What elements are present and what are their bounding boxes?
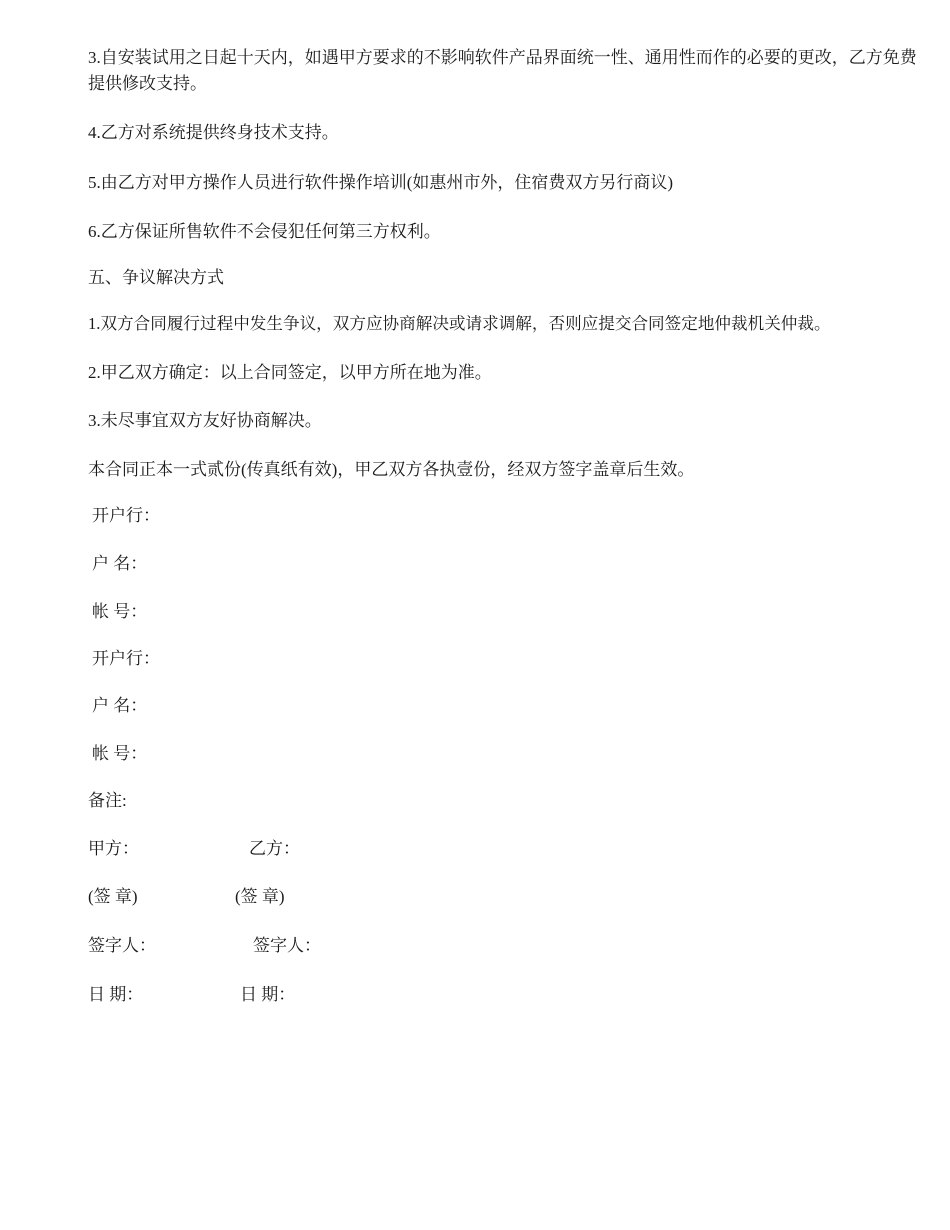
- bank-field-party-b: 开户行：: [92, 649, 160, 668]
- clause-no-infringement: 6.乙方保证所售软件不会侵犯任何第三方权利。: [88, 222, 441, 241]
- clause-dispute-arbitration: 1.双方合同履行过程中发生争议，双方应协商解决或请求调解，否则应提交合同签定地仲裁机关仲裁。: [88, 314, 831, 333]
- signer-a-label: 签字人：: [88, 936, 156, 955]
- signer-b-label: 签字人：: [253, 936, 321, 955]
- party-a-label: 甲方：: [88, 839, 139, 858]
- account-name-field-party-b: 户 名：: [92, 696, 148, 715]
- clause-contract-copies: 本合同正本一式贰份(传真纸有效)，甲乙双方各执壹份，经双方签字盖章后生效。: [88, 460, 695, 479]
- remark-label: 备注:: [88, 791, 127, 810]
- account-number-field-party-a: 帐 号：: [92, 602, 148, 621]
- clause-lifetime-support: 4.乙方对系统提供终身技术支持。: [88, 123, 339, 142]
- section-dispute-resolution-heading: 五、争议解决方式: [88, 268, 224, 287]
- seal-a-label: (签 章): [88, 887, 138, 906]
- party-b-label: 乙方：: [249, 839, 300, 858]
- date-a-label: 日 期：: [88, 985, 144, 1004]
- date-b-label: 日 期：: [240, 985, 296, 1004]
- account-name-field-party-a: 户 名：: [92, 554, 148, 573]
- clause-modification-support: 3.自安装试用之日起十天内，如遇甲方要求的不影响软件产品界面统一性、通用性而作的必要的更改，乙方免费提供修改支持。: [88, 48, 917, 93]
- clause-training: 5.由乙方对甲方操作人员进行软件操作培训(如惠州市外，住宿费双方另行商议): [88, 173, 674, 192]
- clause-other-matters: 3.未尽事宜双方友好协商解决。: [88, 411, 322, 430]
- clause-jurisdiction: 2.甲乙双方确定：以上合同签定，以甲方所在地为准。: [88, 363, 492, 382]
- bank-field-party-a: 开户行：: [92, 506, 160, 525]
- seal-b-label: (签 章): [235, 887, 285, 906]
- account-number-field-party-b: 帐 号：: [92, 744, 148, 763]
